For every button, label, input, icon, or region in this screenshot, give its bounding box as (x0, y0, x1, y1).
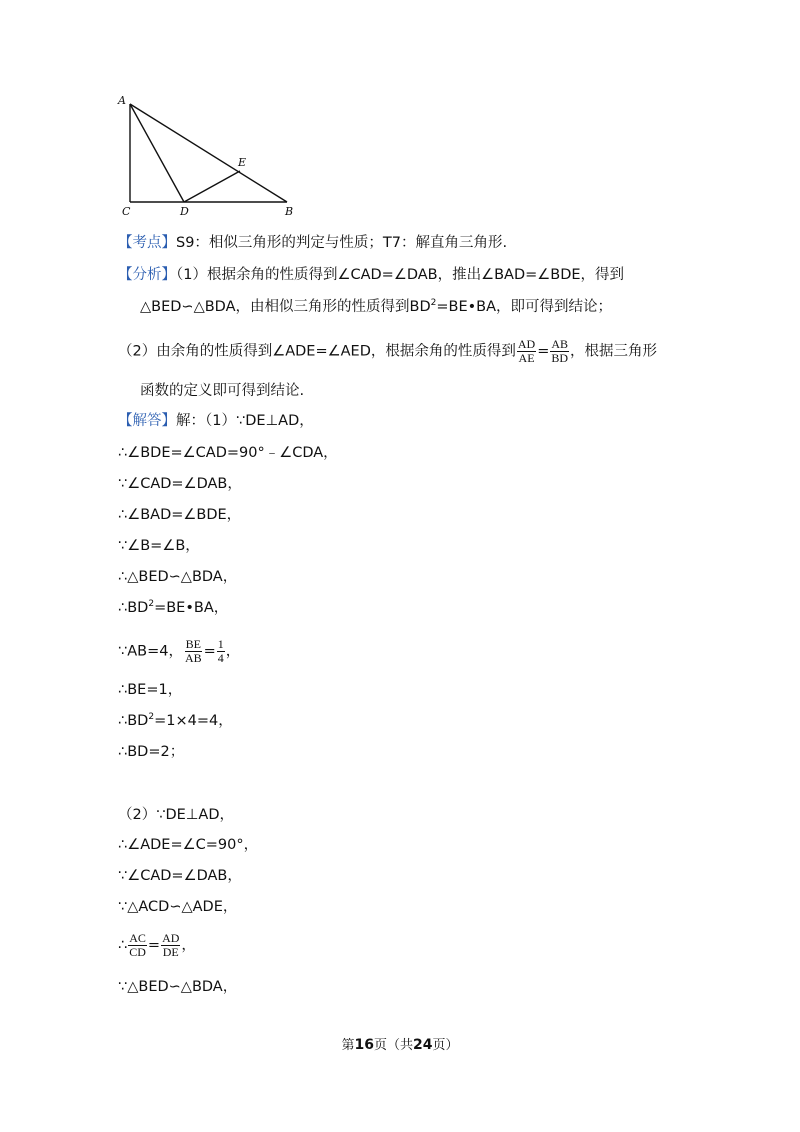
text: ， (181, 937, 196, 954)
fenxi-text-4: 函数的定义即可得到结论. (140, 383, 305, 399)
fraction-denominator: AE (518, 351, 535, 365)
label-D: D (180, 205, 189, 218)
kaodian-line (118, 233, 507, 253)
triangle-figure (116, 94, 306, 218)
jieda-step: ∴∠BAD=∠BDE， (118, 507, 242, 523)
kaodian-tag: 【考点】 (118, 235, 176, 251)
fraction-ac-cd (128, 932, 147, 959)
equals-sign: = (147, 937, 161, 954)
text: =1×4=4， (154, 713, 233, 729)
jieda-step-ratio (118, 638, 240, 665)
jieda-step: ∴∠BDE=∠CAD=90°﹣∠CDA， (118, 445, 338, 461)
fraction-numerator: AD (517, 337, 536, 351)
fenxi-tag: 【分析】 (118, 267, 176, 283)
equals-sign: = (537, 343, 550, 360)
fraction-numerator: AD (162, 931, 180, 945)
fraction-numerator: BE (185, 637, 201, 651)
fraction-denominator: DE (162, 945, 179, 959)
part2-step-ratio (118, 932, 196, 959)
label-A: A (118, 94, 126, 107)
label-C: C (122, 205, 131, 218)
fraction-denominator: BD (551, 351, 569, 365)
fenxi-text-2b: =BE•BA，即可得到结论； (436, 299, 613, 315)
segment-AD (130, 104, 184, 202)
footer-text: 第 (341, 1038, 355, 1053)
part2-step: ∵△BED∽△BDA， (118, 979, 238, 995)
text: ∴BD (118, 713, 149, 729)
jieda-step: ∵∠B=∠B， (118, 538, 200, 554)
text: ， (225, 643, 241, 660)
equals-sign: = (203, 643, 216, 660)
fenxi-line-2 (140, 297, 612, 317)
footer-text: 页） (432, 1038, 459, 1053)
segment-DE (184, 171, 240, 202)
page-footer (0, 1034, 800, 1053)
kaodian-text: S9：相似三角形的判定与性质；T7：解直角三角形. (176, 235, 508, 251)
superscript: 2 (430, 298, 437, 309)
superscript: 2 (148, 712, 155, 723)
jieda-step: ∵∠CAD=∠DAB， (118, 476, 242, 492)
label-E: E (238, 156, 247, 169)
jieda-step: ∴BD=2； (118, 744, 185, 760)
fenxi-line-3 (118, 338, 657, 365)
part2-step: ∴∠ADE=∠C=90°， (118, 837, 259, 853)
footer-text: 页（共 (373, 1038, 413, 1053)
fenxi-text-3b: ，根据三角形 (570, 343, 658, 360)
jieda-step-bd-value (118, 711, 233, 731)
fenxi-line-4 (140, 381, 304, 401)
fraction-be-ab (184, 638, 203, 665)
text: =BE•BA， (154, 600, 229, 616)
fenxi-text-2a: △BED∽△BDA，由相似三角形的性质得到BD (140, 299, 431, 315)
page-number: 16 (354, 1037, 374, 1053)
jieda-step: ∴△BED∽△BDA， (118, 569, 238, 585)
fraction-denominator: 4 (217, 651, 224, 665)
triangle-diagram (116, 94, 306, 218)
fraction-denominator: CD (129, 945, 146, 959)
fraction-ad-ae (517, 338, 536, 365)
part2-step: ∵△ACD∽△ADE， (118, 899, 238, 915)
total-pages: 24 (413, 1037, 433, 1053)
fenxi-line-1 (118, 265, 624, 285)
text: ∴BD (118, 600, 149, 616)
part2-step: ∵∠CAD=∠DAB， (118, 868, 242, 884)
fenxi-text-3a: （2）由余角的性质得到∠ADE=∠AED，根据余角的性质得到 (118, 343, 516, 360)
fraction-numerator: AC (129, 931, 146, 945)
fraction-numerator: 1 (217, 637, 224, 651)
jieda-line-start (118, 411, 314, 431)
fraction-ab-bd (550, 338, 569, 365)
superscript: 2 (148, 599, 155, 610)
jieda-step-bd-squared (118, 598, 228, 618)
fraction-numerator: AB (551, 337, 569, 351)
fraction-1-4 (217, 638, 225, 665)
fenxi-text-1: （1）根据余角的性质得到∠CAD=∠DAB，推出∠BAD=∠BDE，得到 (176, 267, 625, 283)
fraction-ad-de (161, 932, 180, 959)
fraction-denominator: AB (184, 651, 202, 665)
label-B: B (285, 205, 294, 218)
jieda-text-start: 解：（1）∵DE⊥AD， (176, 413, 314, 429)
segment-AB (130, 104, 287, 202)
text: ∴ (118, 937, 128, 954)
text: ∵AB=4， (118, 643, 183, 660)
jieda-step: ∴BE=1， (118, 682, 183, 698)
part2-step: （2）∵DE⊥AD， (118, 807, 234, 823)
jieda-tag: 【解答】 (118, 413, 176, 429)
